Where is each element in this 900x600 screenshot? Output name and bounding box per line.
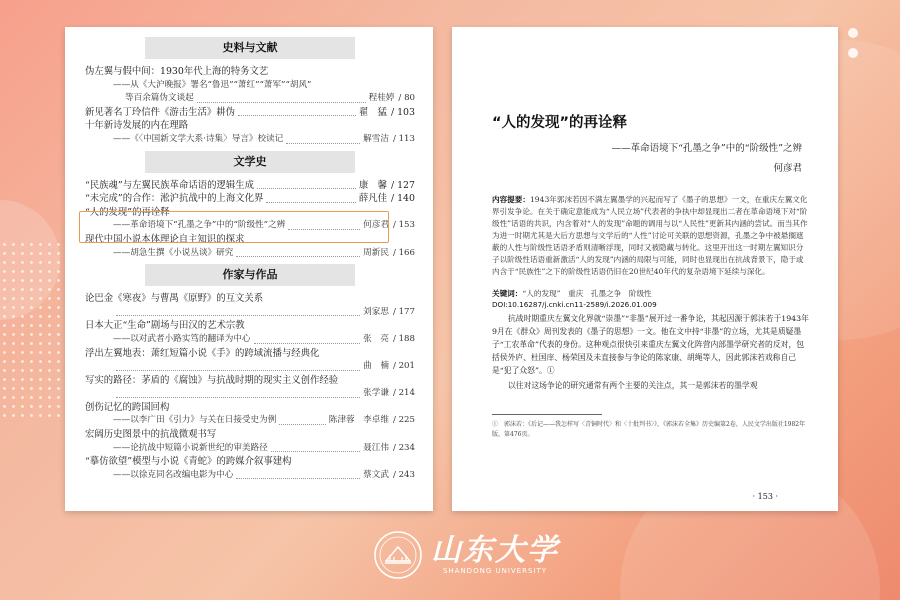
university-seal-icon — [373, 530, 423, 580]
toc-entry[interactable]: 写实的路径：茅盾的《腐蚀》与抗战时期的现实主义创作经验 张学谦 / 214 — [85, 374, 415, 401]
toc-entry-author: 薛凡佳 — [358, 193, 387, 205]
university-logo — [373, 530, 559, 580]
toc-entry-title: 新见著名丁玲信件《游击生活》耕伪 — [85, 106, 236, 118]
toc-entry[interactable]: 创伤记忆的跨国回构 ——以李广田《引力》与关在日接受史为例 陈津蓉 李卓维 / 225 — [85, 401, 415, 428]
university-name-en: SHANDONG UNIVERSITY — [442, 567, 548, 575]
toc-entry-title: “未完成”的合作：淞沪抗战中的上海文化界 — [85, 193, 264, 205]
article-doi[interactable]: DOI:10.16287/j.cnki.cn11-2589/i.2026.01.009 — [492, 300, 657, 309]
toc-entry-author: 聂江伟 — [363, 442, 389, 453]
body-paragraph: 抗战时期重庆左翼文化界就“崇墨”“非墨”展开过一番争论，其起因源于郭沫若于1943年9月在《群众》周刊发表的《墨子的思想》一文。他在文中持“非墨”的立场，尤其是质疑墨子“工农革命”代表的身份。这种观点很快引来重庆左翼文化阵营内部墨学研究者的反对，包括侯外庐、杜国庠、杨荣国及未直接参与争论的陈家康、胡绳等人，因此郭沫若戏称自己是“犯了众怒”。① — [492, 314, 809, 375]
footnote: ① 郭沫若：《后记——我怎样写〈青铜时代〉和〈十批判书〉》，《郭沫若全集》历史编第2卷，人民文学出版社1982年版，第476页。 — [492, 421, 806, 438]
toc-entry-page: 234 — [398, 442, 415, 453]
abstract-text: 1943年郭沫若因不满左翼墨学的兴起而写了《墨子的思想》一文，在重庆左翼文化界引发争论。在关于确定意能成为“人民立场”代表者的争执中却显现出二者在革命语境下对“阶级性”话语的共识，内含着对“人的发现”命题的调用与以“人民性”更新其内涵的尝试。而当其作为进一时期尤其是大后方思想与文学后的“人性”讨论可关联的思想资源，孔墨之争中被悬搁遮蔽的人性与阶级性话语矛盾则清晰浮现，同时又被隐藏与转化。这里开出这一时期左翼知识分子以阶级性话语重新激活“人的发现”内涵的局限与可能，同时也显现出在抗战背景下，隐于或内含于“民族性”之下的阶级性话语仍旧在20世纪40年代的复杂语境下延续与深化。 — [492, 195, 808, 276]
toc-entry-subtitle: ——胡急生撰《小说丛谈》研究 — [113, 247, 234, 258]
toc-entry-page: 243 — [398, 469, 415, 480]
toc-entry-subtitle: 等百余篇伪文谈起 — [125, 93, 194, 104]
article-abstract — [492, 194, 810, 278]
decorative-dot-field — [0, 240, 70, 420]
body-paragraph: 以往对这场争论的研究通常有两个主要的关注点，其一是郭沫若的墨学观 — [508, 381, 758, 390]
toc-section-heading: 作家与作品 — [145, 264, 355, 286]
toc-entry-title: 现代中国小说本体理论自主知识的探求 — [85, 233, 245, 245]
toc-entry-title: 伪左翼与假中间：1930年代上海的特务文艺 — [85, 66, 269, 77]
toc-entry[interactable]: “未完成”的合作：淞沪抗战中的上海文化界 薛凡佳 / 140 — [85, 193, 415, 205]
toc-entry-author: 刘家思 — [363, 306, 389, 317]
page-number: · 153 · — [752, 492, 778, 501]
toc-entry-page: 177 — [398, 306, 415, 317]
toc-entry[interactable]: 十年新诗发展的内在理路 ——《〈中国新文学大系·诗集〉导言》校读记 解雪洁 / 113 — [85, 119, 415, 146]
toc-entry-subtitle: ——以对武者小路实笃的翻译为中心 — [113, 333, 251, 344]
article-subtitle: ——革命语境下“孔墨之争”中的“阶级性”之辨 — [611, 143, 802, 154]
toc-entry-title: 十年新诗发展的内在理路 — [85, 120, 189, 132]
toc-entry-page: 140 — [397, 193, 415, 205]
toc-highlight-box — [79, 211, 389, 243]
toc-entry-highlighted[interactable]: “人的发现”的再诠释 ——革命语境下“孔墨之争”中的“阶级性”之辨 何彦君 / 153 — [85, 206, 415, 233]
keywords-text: “人的发现” 重庆 孔墨之争 阶级性 — [522, 289, 652, 298]
toc-entry-author: 张 亮 — [363, 333, 389, 344]
toc-entry-page: 127 — [397, 179, 415, 191]
toc-entry-title: “民族魂”与左翼民族革命话语的逻辑生成 — [85, 179, 254, 191]
toc-entry-subtitle: ——《〈中国新文学大系·诗集〉导言》校读记 — [113, 133, 284, 144]
toc-entry[interactable]: 浮出左翼地表：萧红短篇小说《手》的跨域流播与经典化 曲 楠 / 201 — [85, 347, 415, 374]
article-author: 何彦君 — [773, 163, 802, 174]
toc-entry-subtitle: ——从《大沪晚报》署名“鲁迅”“萧红”“萧军”“胡风” — [113, 79, 312, 90]
toc-entry-title: 浮出左翼地表：萧红短篇小说《手》的跨域流播与经典化 — [85, 347, 320, 359]
toc-entry-page: 166 — [398, 247, 415, 258]
toc-entry-title: “人的发现”的再诠释 — [85, 206, 170, 218]
toc-entry-page: 214 — [398, 388, 415, 399]
toc-entry-page: 188 — [398, 333, 415, 344]
toc-entry-subtitle: ——革命语境下“孔墨之争”中的“阶级性”之辨 — [113, 220, 286, 231]
toc-entry-author: 曲 楠 — [363, 361, 389, 372]
toc-entry-title: 写实的路径：茅盾的《腐蚀》与抗战时期的现实主义创作经验 — [85, 374, 339, 386]
keywords-label: 关键词： — [492, 289, 523, 298]
toc-entry[interactable]: 论巴金《寒夜》与曹禺《原野》的互文关系 刘家思 / 177 — [85, 292, 415, 319]
toc-entry-title: “摹仿欲望”模型与小说《青蛇》的跨媒介叙事建构 — [85, 456, 292, 468]
toc-entry-page: 201 — [398, 361, 415, 372]
toc-entry-author: 翟 猛 — [358, 106, 387, 118]
toc-entry[interactable]: 现代中国小说本体理论自主知识的探求 ——胡急生撰《小说丛谈》研究 周新民 / 166 — [85, 233, 415, 260]
toc-entry-author: 何彦君 — [363, 220, 389, 231]
toc-entry[interactable]: 新见著名丁玲信件《游击生活》耕伪 翟 猛 / 103 — [85, 106, 415, 118]
toc-entry[interactable]: 伪左翼与假中间：1930年代上海的特务文艺 ——从《大沪晚报》署名“鲁迅”“萧红”“萧军”“胡风” 等百余篇伪文谈起 程桂婷 / 80 — [85, 65, 415, 106]
article-keywords — [492, 288, 810, 299]
toc-entry-title: 论巴金《寒夜》与曹禺《原野》的互文关系 — [85, 293, 264, 305]
toc-entry-page: 225 — [398, 415, 415, 426]
university-name-cn: 山东大学 — [431, 533, 559, 568]
toc-entry-page: 153 — [398, 220, 415, 231]
toc-entry-subtitle: ——论抗战中短篇小说新世纪的审美路径 — [113, 442, 268, 453]
toc-section-heading: 文学史 — [145, 151, 355, 173]
toc-page — [65, 27, 433, 511]
article-page — [452, 27, 838, 511]
toc-section-heading: 史料与文献 — [145, 37, 355, 59]
toc-entry-page: 103 — [397, 106, 415, 118]
toc-entry-author: 周新民 — [363, 247, 389, 258]
toc-entry-author: 张学谦 — [363, 388, 389, 399]
footnote-divider — [492, 414, 602, 415]
toc-entry-page: 113 — [398, 133, 415, 144]
toc-entry[interactable]: “民族魂”与左翼民族革命话语的逻辑生成 康 馨 / 127 — [85, 179, 415, 191]
toc-entry[interactable]: 宏阔历史图景中的抗战微观书写 ——论抗战中短篇小说新世纪的审美路径 聂江伟 / 234 — [85, 428, 415, 455]
toc-entry-author: 康 馨 — [358, 179, 387, 191]
toc-entry-subtitle: ——以徐克同名改编电影为中心 — [113, 469, 234, 480]
abstract-label: 内容提要： — [492, 195, 530, 204]
toc-entry-title: 宏阔历史图景中的抗战微观书写 — [85, 429, 217, 441]
toc-entry-author: 程桂婷 — [368, 93, 395, 104]
toc-entry-title: 创伤记忆的跨国回构 — [85, 401, 170, 413]
toc-entry-title: 日本大正“生命”剧场与田汉的艺术宗教 — [85, 320, 245, 332]
toc-entry-subtitle: ——以李广田《引力》与关在日接受史为例 — [113, 415, 277, 426]
toc-entry-page: 80 — [404, 93, 415, 104]
toc-entry-author: 陈津蓉 李卓维 — [328, 415, 389, 426]
article-title: “人的发现”的再诠释 — [492, 115, 628, 131]
toc-entry[interactable]: “摹仿欲望”模型与小说《青蛇》的跨媒介叙事建构 ——以徐克同名改编电影为中心 蔡文武 / 243 — [85, 455, 415, 482]
toc-entry-author: 蔡文武 — [363, 469, 389, 480]
toc-entry[interactable]: 日本大正“生命”剧场与田汉的艺术宗教 ——以对武者小路实笃的翻译为中心 张 亮 / 188 — [85, 319, 415, 346]
toc-entry-author: 解雪洁 — [363, 133, 389, 144]
